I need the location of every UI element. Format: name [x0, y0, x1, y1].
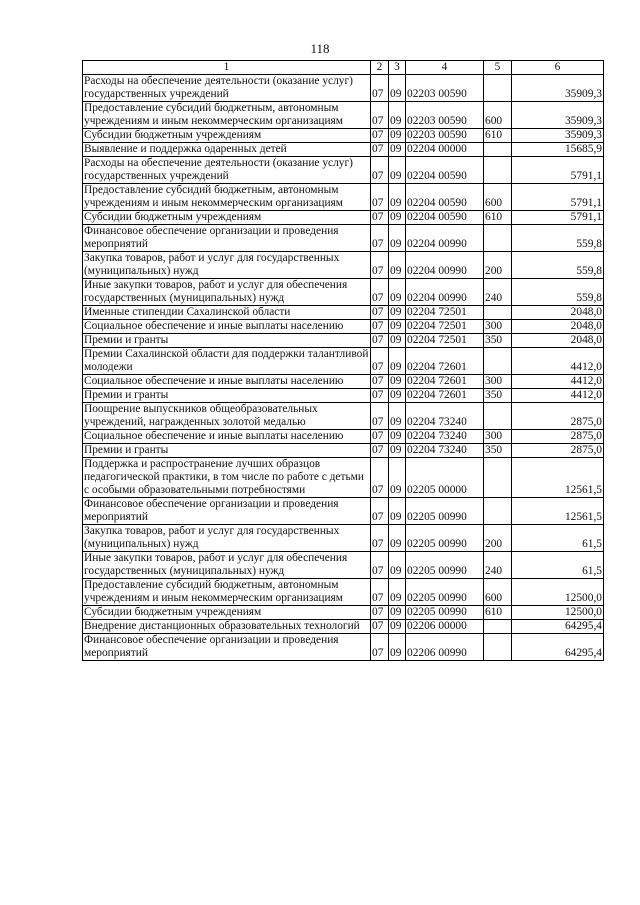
- row-amount: 2048,0: [512, 306, 604, 320]
- table-row: [83, 606, 604, 620]
- row-expense-type: 350: [484, 444, 512, 458]
- table-row: [83, 279, 604, 306]
- row-subsection: 09: [389, 225, 406, 252]
- row-target-article: 02204 72601: [406, 375, 484, 389]
- row-expense-type: 610: [484, 606, 512, 620]
- row-subsection: 09: [389, 143, 406, 157]
- table-row: [83, 498, 604, 525]
- table-row: [83, 211, 604, 225]
- row-section: 07: [371, 129, 389, 143]
- row-subsection: 09: [389, 403, 406, 430]
- row-expense-type: 300: [484, 320, 512, 334]
- row-amount: 2875,0: [512, 444, 604, 458]
- row-expense-type: 610: [484, 211, 512, 225]
- row-amount: 12500,0: [512, 579, 604, 606]
- row-target-article: 02203 00590: [406, 75, 484, 102]
- row-target-article: 02205 00990: [406, 552, 484, 579]
- row-expense-type: 600: [484, 579, 512, 606]
- row-amount: 12561,5: [512, 498, 604, 525]
- row-amount: 5791,1: [512, 211, 604, 225]
- row-expense-type: 600: [484, 184, 512, 211]
- table-row: [83, 403, 604, 430]
- row-expense-type: 300: [484, 375, 512, 389]
- header-col-3: 3: [389, 61, 406, 75]
- row-section: 07: [371, 211, 389, 225]
- row-subsection: 09: [389, 458, 406, 498]
- row-target-article: 02206 00000: [406, 620, 484, 634]
- row-name: Предоставление субсидий бюджетным, автономным учреждениям и иным некоммерческим организациям: [83, 579, 371, 606]
- row-section: 07: [371, 458, 389, 498]
- table-row: [83, 157, 604, 184]
- row-name: Иные закупки товаров, работ и услуг для обеспечения государственных (муниципальных) нужд: [83, 552, 371, 579]
- table-row: [83, 143, 604, 157]
- row-expense-type: 610: [484, 129, 512, 143]
- row-name: Расходы на обеспечение деятельности (оказание услуг) государственных учреждений: [83, 75, 371, 102]
- row-section: 07: [371, 606, 389, 620]
- row-name: Субсидии бюджетным учреждениям: [83, 606, 371, 620]
- row-subsection: 09: [389, 102, 406, 129]
- row-name: Поддержка и распространение лучших образцов педагогической практики, в том числе по работе с детьми с особыми образовательными потребностями: [83, 458, 371, 498]
- row-amount: 15685,9: [512, 143, 604, 157]
- row-name: Премии и гранты: [83, 389, 371, 403]
- row-amount: 35909,3: [512, 75, 604, 102]
- row-name: Поощрение выпускников общеобразовательных учреждений, награжденных золотой медалью: [83, 403, 371, 430]
- row-amount: 559,8: [512, 225, 604, 252]
- table-row: [83, 75, 604, 102]
- row-target-article: 02206 00990: [406, 634, 484, 661]
- table-row: [83, 375, 604, 389]
- header-col-5: 5: [484, 61, 512, 75]
- row-expense-type: [484, 458, 512, 498]
- row-section: 07: [371, 525, 389, 552]
- table-row: [83, 320, 604, 334]
- table-row: [83, 458, 604, 498]
- row-section: 07: [371, 184, 389, 211]
- row-section: 07: [371, 444, 389, 458]
- row-amount: 64295,4: [512, 634, 604, 661]
- row-name: Премии и гранты: [83, 444, 371, 458]
- row-target-article: 02204 00590: [406, 184, 484, 211]
- row-name: Иные закупки товаров, работ и услуг для обеспечения государственных (муниципальных) нужд: [83, 279, 371, 306]
- row-section: 07: [371, 334, 389, 348]
- row-expense-type: 240: [484, 552, 512, 579]
- row-section: 07: [371, 75, 389, 102]
- row-subsection: 09: [389, 75, 406, 102]
- row-amount: 5791,1: [512, 157, 604, 184]
- row-section: 07: [371, 375, 389, 389]
- row-target-article: 02205 00990: [406, 525, 484, 552]
- row-target-article: 02204 73240: [406, 403, 484, 430]
- row-amount: 64295,4: [512, 620, 604, 634]
- row-name: Закупка товаров, работ и услуг для государственных (муниципальных) нужд: [83, 525, 371, 552]
- row-amount: 35909,3: [512, 102, 604, 129]
- header-col-2: 2: [371, 61, 389, 75]
- row-section: 07: [371, 403, 389, 430]
- row-target-article: 02204 00590: [406, 157, 484, 184]
- table-row: [83, 252, 604, 279]
- page-number: 118: [310, 41, 330, 56]
- budget-table: [82, 60, 604, 661]
- row-name: Субсидии бюджетным учреждениям: [83, 129, 371, 143]
- table-row: [83, 552, 604, 579]
- table-row: [83, 430, 604, 444]
- row-subsection: 09: [389, 157, 406, 184]
- table-row: [83, 525, 604, 552]
- row-target-article: 02204 00990: [406, 225, 484, 252]
- row-target-article: 02205 00000: [406, 458, 484, 498]
- row-subsection: 09: [389, 279, 406, 306]
- row-expense-type: 200: [484, 252, 512, 279]
- row-name: Расходы на обеспечение деятельности (оказание услуг) государственных учреждений: [83, 157, 371, 184]
- row-target-article: 02204 00000: [406, 143, 484, 157]
- row-amount: 4412,0: [512, 375, 604, 389]
- row-expense-type: [484, 157, 512, 184]
- row-expense-type: [484, 348, 512, 375]
- row-section: 07: [371, 389, 389, 403]
- row-section: 07: [371, 225, 389, 252]
- table-row: [83, 102, 604, 129]
- row-section: 07: [371, 430, 389, 444]
- table-body: [83, 75, 604, 661]
- row-amount: 559,8: [512, 252, 604, 279]
- row-amount: 61,5: [512, 525, 604, 552]
- row-target-article: 02205 00990: [406, 579, 484, 606]
- row-amount: 2048,0: [512, 334, 604, 348]
- row-amount: 12500,0: [512, 606, 604, 620]
- row-amount: 2048,0: [512, 320, 604, 334]
- table-row: [83, 620, 604, 634]
- row-subsection: 09: [389, 525, 406, 552]
- row-section: 07: [371, 620, 389, 634]
- row-subsection: 09: [389, 375, 406, 389]
- row-expense-type: [484, 403, 512, 430]
- row-section: 07: [371, 634, 389, 661]
- row-subsection: 09: [389, 334, 406, 348]
- row-subsection: 09: [389, 552, 406, 579]
- table-row: [83, 348, 604, 375]
- row-amount: 35909,3: [512, 129, 604, 143]
- row-section: 07: [371, 320, 389, 334]
- row-target-article: 02204 73240: [406, 430, 484, 444]
- header-col-6: 6: [512, 61, 604, 75]
- row-amount: 5791,1: [512, 184, 604, 211]
- row-subsection: 09: [389, 348, 406, 375]
- header-row: [83, 61, 604, 75]
- row-subsection: 09: [389, 389, 406, 403]
- row-amount: 12561,5: [512, 458, 604, 498]
- row-section: 07: [371, 498, 389, 525]
- row-name: Финансовое обеспечение организации и проведения мероприятий: [83, 225, 371, 252]
- row-expense-type: [484, 620, 512, 634]
- row-expense-type: [484, 225, 512, 252]
- table-row: [83, 579, 604, 606]
- header-col-1: 1: [83, 61, 371, 75]
- row-target-article: 02205 00990: [406, 498, 484, 525]
- row-section: 07: [371, 143, 389, 157]
- table-row: [83, 634, 604, 661]
- row-name: Внедрение дистанционных образовательных технологий: [83, 620, 371, 634]
- row-section: 07: [371, 252, 389, 279]
- row-name: Социальное обеспечение и иные выплаты населению: [83, 430, 371, 444]
- row-section: 07: [371, 306, 389, 320]
- row-target-article: 02204 00990: [406, 279, 484, 306]
- table-row: [83, 334, 604, 348]
- row-target-article: 02204 72501: [406, 334, 484, 348]
- row-name: Финансовое обеспечение организации и проведения мероприятий: [83, 498, 371, 525]
- row-subsection: 09: [389, 444, 406, 458]
- table-row: [83, 184, 604, 211]
- row-target-article: 02204 72601: [406, 389, 484, 403]
- row-target-article: 02204 00590: [406, 211, 484, 225]
- row-subsection: 09: [389, 634, 406, 661]
- table-row: [83, 389, 604, 403]
- row-amount: 4412,0: [512, 389, 604, 403]
- row-expense-type: [484, 143, 512, 157]
- row-subsection: 09: [389, 498, 406, 525]
- row-amount: 61,5: [512, 552, 604, 579]
- row-subsection: 09: [389, 320, 406, 334]
- row-expense-type: 300: [484, 430, 512, 444]
- row-subsection: 09: [389, 430, 406, 444]
- row-target-article: 02204 72601: [406, 348, 484, 375]
- row-name: Предоставление субсидий бюджетным, автономным учреждениям и иным некоммерческим организациям: [83, 184, 371, 211]
- row-amount: 2875,0: [512, 403, 604, 430]
- table-row: [83, 306, 604, 320]
- row-expense-type: [484, 498, 512, 525]
- row-target-article: 02203 00590: [406, 129, 484, 143]
- row-name: Премии Сахалинской области для поддержки талантливой молодежи: [83, 348, 371, 375]
- row-expense-type: 200: [484, 525, 512, 552]
- row-name: Закупка товаров, работ и услуг для государственных (муниципальных) нужд: [83, 252, 371, 279]
- row-subsection: 09: [389, 606, 406, 620]
- row-subsection: 09: [389, 252, 406, 279]
- row-name: Именные стипендии Сахалинской области: [83, 306, 371, 320]
- row-expense-type: 240: [484, 279, 512, 306]
- row-target-article: 02204 72501: [406, 320, 484, 334]
- row-expense-type: 350: [484, 389, 512, 403]
- row-target-article: 02204 72501: [406, 306, 484, 320]
- row-subsection: 09: [389, 211, 406, 225]
- row-section: 07: [371, 102, 389, 129]
- row-target-article: 02204 73240: [406, 444, 484, 458]
- row-section: 07: [371, 279, 389, 306]
- row-amount: 2875,0: [512, 430, 604, 444]
- row-name: Субсидии бюджетным учреждениям: [83, 211, 371, 225]
- row-expense-type: 600: [484, 102, 512, 129]
- row-section: 07: [371, 579, 389, 606]
- row-expense-type: [484, 75, 512, 102]
- row-name: Премии и гранты: [83, 334, 371, 348]
- table-row: [83, 444, 604, 458]
- row-target-article: 02203 00590: [406, 102, 484, 129]
- header-col-4: 4: [406, 61, 484, 75]
- row-name: Выявление и поддержка одаренных детей: [83, 143, 371, 157]
- row-expense-type: [484, 634, 512, 661]
- row-expense-type: 350: [484, 334, 512, 348]
- row-target-article: 02205 00990: [406, 606, 484, 620]
- row-name: Социальное обеспечение и иные выплаты населению: [83, 375, 371, 389]
- row-target-article: 02204 00990: [406, 252, 484, 279]
- row-expense-type: [484, 306, 512, 320]
- table-row: [83, 129, 604, 143]
- row-amount: 4412,0: [512, 348, 604, 375]
- row-subsection: 09: [389, 620, 406, 634]
- row-section: 07: [371, 552, 389, 579]
- row-amount: 559,8: [512, 279, 604, 306]
- row-name: Предоставление субсидий бюджетным, автономным учреждениям и иным некоммерческим организациям: [83, 102, 371, 129]
- row-section: 07: [371, 157, 389, 184]
- row-section: 07: [371, 348, 389, 375]
- row-subsection: 09: [389, 579, 406, 606]
- table-row: [83, 225, 604, 252]
- row-name: Финансовое обеспечение организации и проведения мероприятий: [83, 634, 371, 661]
- row-name: Социальное обеспечение и иные выплаты населению: [83, 320, 371, 334]
- row-subsection: 09: [389, 306, 406, 320]
- row-subsection: 09: [389, 184, 406, 211]
- row-subsection: 09: [389, 129, 406, 143]
